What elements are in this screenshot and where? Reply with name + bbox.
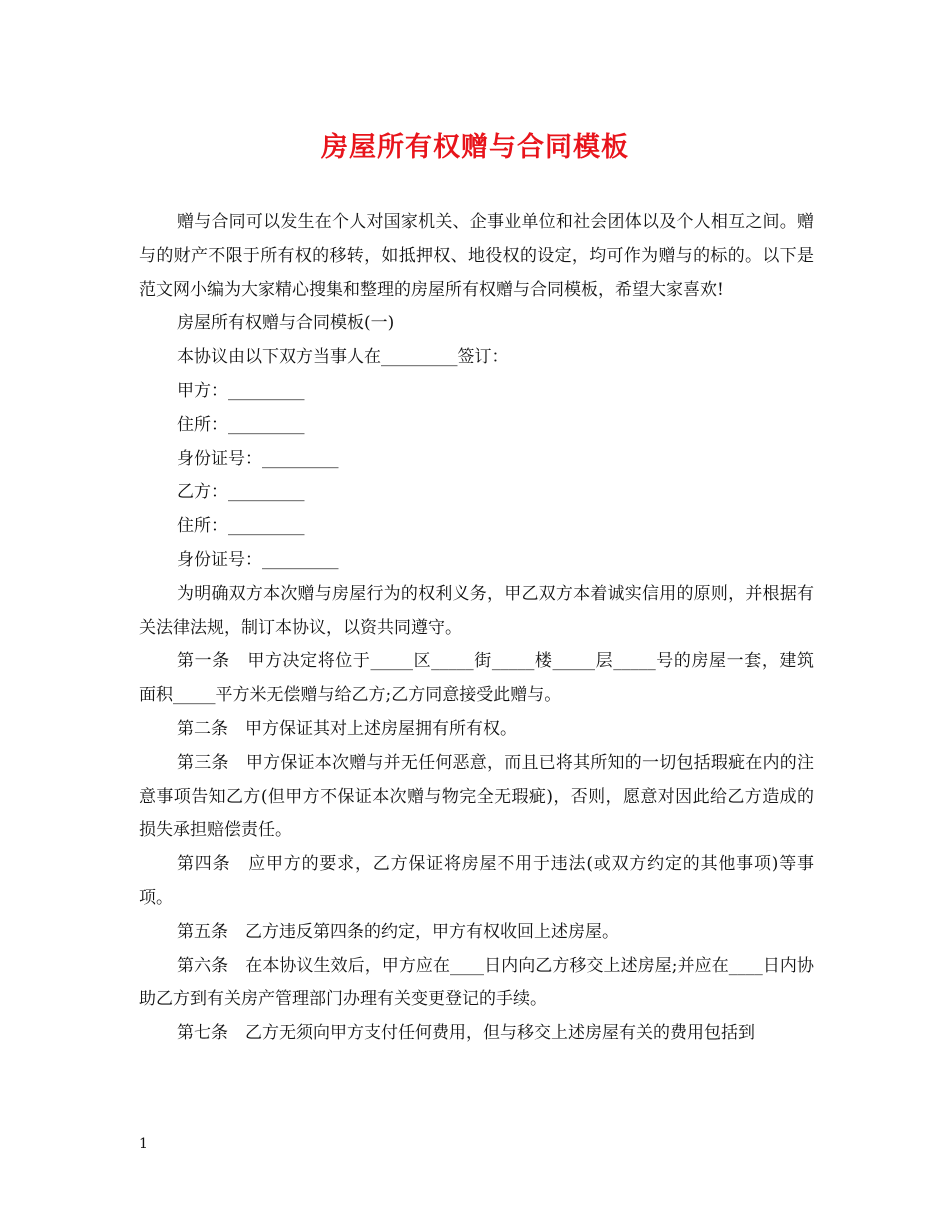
article-6: 第六条 在本协议生效后，甲方应在____日内向乙方移交上述房屋;并应在____日内协助乙方到有关房产管理部门办理有关变更登记的手续。 <box>139 955 814 1010</box>
field-party-b: 乙方：_________ <box>177 482 305 503</box>
page-number: 1 <box>139 1136 148 1152</box>
article-5: 第五条 乙方违反第四条的约定，甲方有权收回上述房屋。 <box>177 921 619 942</box>
document-body <box>139 206 814 1051</box>
paragraph-purpose: 为明确双方本次赠与房屋行为的权利义务，甲乙双方本着诚实信用的原则，并根据有关法律法规，制订本协议，以资共同遵守。 <box>139 583 814 638</box>
paragraph-signing-place: 本协议由以下双方当事人在_________签订： <box>177 347 509 368</box>
field-party-a: 甲方：_________ <box>177 380 305 401</box>
field-party-b-id: 身份证号：_________ <box>177 549 339 570</box>
article-7: 第七条 乙方无须向甲方支付任何费用，但与移交上述房屋有关的费用包括到 <box>177 1023 755 1044</box>
article-4: 第四条 应甲方的要求，乙方保证将房屋不用于违法(或双方约定的其他事项)等事项。 <box>139 854 814 908</box>
document-title: 房屋所有权赠与合同模板 <box>321 132 629 163</box>
paragraph-intro: 赠与合同可以发生在个人对国家机关、企事业单位和社会团体以及个人相互之间。赠与的财产不限于所有权的移转，如抵押权、地役权的设定，均可作为赠与的标的。以下是范文网小编为大家精心搜集和整理的房屋所有权赠与合同模板，希望大家喜欢! <box>139 212 814 300</box>
article-2: 第二条 甲方保证其对上述房屋拥有所有权。 <box>177 718 517 739</box>
field-party-a-id: 身份证号：_________ <box>177 448 339 469</box>
article-3: 第三条 甲方保证本次赠与并无任何恶意，而且已将其所知的一切包括瑕疵在内的注意事项告知乙方(但甲方不保证本次赠与物完全无瑕疵)，否则，愿意对因此给乙方造成的损失承担赔偿责任。 <box>139 752 814 841</box>
field-party-b-address: 住所：_________ <box>177 516 305 537</box>
article-1: 第一条 甲方决定将位于_____区_____街_____楼_____层_____号的房屋一套，建筑面积_____平方米无偿赠与给乙方;乙方同意接受此赠与。 <box>139 651 814 706</box>
paragraph-template-heading: 房屋所有权赠与合同模板(一) <box>177 313 395 334</box>
field-party-a-address: 住所：_________ <box>177 414 305 435</box>
